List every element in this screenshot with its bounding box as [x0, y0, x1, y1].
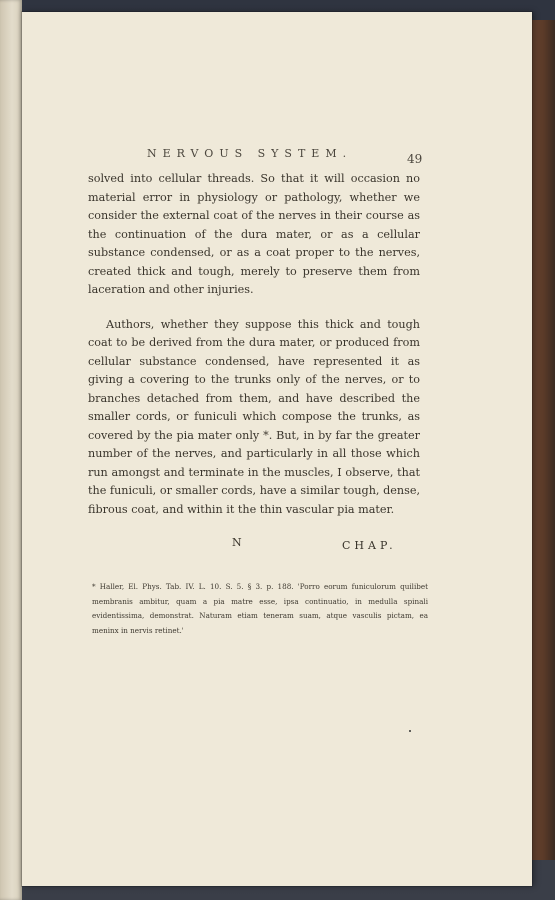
ink-speck: [409, 730, 411, 732]
paragraph-2: Authors, whether they suppose this thick and tough coat to be derived from the dura mater, or produced from cellular substance condensed, have represented it as giving a covering to the trunks only of the nerves, or to branches detached from them, and have described the smaller cords, or funiculi which compose the trunks, as covered by the pia mater only *. But, in by far the greater number of the nerves, and particularly in all those which run amongst and terminate in the muscles, I observe, that the funiculi, or smaller cords, have a similar tough, dense, fibrous coat, and within it the thin vascular pia mater.: [88, 317, 420, 516]
footnote: * Haller, El. Phys. Tab. IV. L. 10. S. 5. § 3. p. 188. 'Porro eorum funiculorum quilibet membranis ambitur, quam a pia matre esse, ipsa continuatio, in medulla spinali evidentissima, demonstrat. Naturam etiam teneram suam, atque vasculis pictam, ea meninx in nervis retinet.': [92, 582, 428, 635]
body-text: [88, 170, 420, 535]
signature-mark: N: [232, 536, 242, 549]
running-title: NERVOUS SYSTEM.: [147, 147, 353, 160]
facing-page-edge: [0, 0, 22, 900]
paragraph-1: solved into cellular threads. So that it will occasion no material error in physiology or pathology, whether we consider the external coat of the nerves in their course as the continuation of the dura mater, or as a cellular substance condensed, or as a coat proper to the nerves, created thick and tough, merely to preserve them from laceration and other injuries.: [88, 172, 420, 296]
page-number: 49: [407, 152, 423, 166]
catchword: CHAP.: [342, 539, 397, 552]
book-page: [22, 12, 532, 886]
